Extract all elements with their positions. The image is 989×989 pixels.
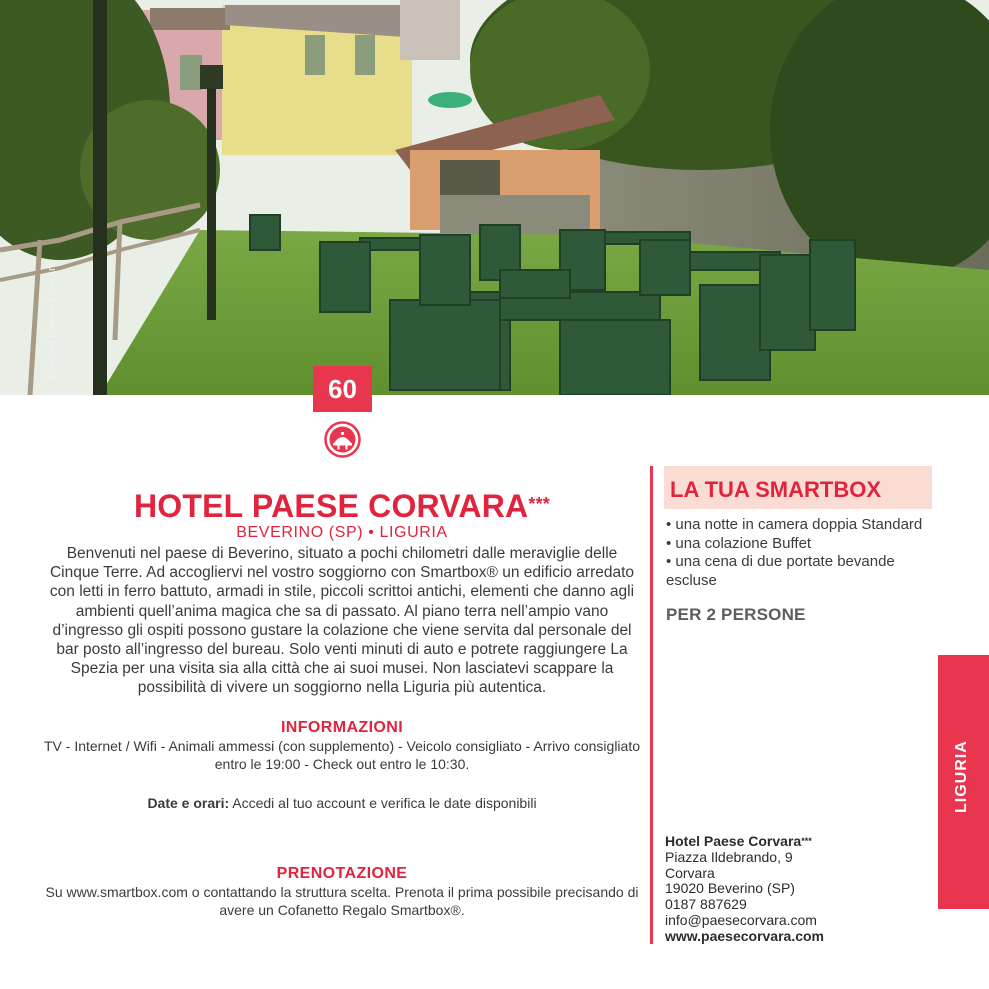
info-section (44, 719, 640, 773)
dates-label: Date e orari: (147, 794, 230, 811)
hotel-photo (0, 0, 989, 395)
info-text: TV - Internet / Wifi - Animali ammessi (con supplemento) - Veicolo consigliato - Arrivo consigliato entro le 19:00 - Check out entro le 10:30. (44, 737, 641, 772)
contact-name: Hotel Paese Corvara (665, 833, 802, 849)
hotel-description: Benvenuti nel paese di Beverino, situato a pochi chilometri dalle meraviglie delle Cinque Terre. Ad accogliervi nel vostro soggiorno con Smartbox® un edificio arredato con letti in ferro battuto, armadi in stile, piccoli scrittoi antichi, elementi che danno agli ambienti quell’anima magica che sa di passato. Al piano terra nell’ampio vano d’ingresso gli ospiti possono gustare la colazione che viene servita dal personale del bar posto all’ingresso del bureau. Solo venti minuti di auto e potrete raggiungere La Spezia per una visita sia alla città che ai suoi musei. Non lasciatevi scappare la possibilità di vivere un soggiorno nella Liguria più autentica. (49, 545, 635, 697)
restaurant-icon (324, 421, 361, 458)
dates-text: Accedi al tuo account e verifica le date disponibili (232, 794, 537, 811)
hotel-main-column (44, 488, 640, 919)
photo-credit: © Hotel Paese Corvara (46, 260, 58, 380)
contact-email[interactable]: info@paesecorvara.com (665, 911, 817, 928)
contact-address: Piazza Ildebrando, 9 (665, 848, 793, 865)
region-tab-label: LIGURIA (953, 740, 970, 813)
contact-phone: 0187 887629 (665, 896, 747, 913)
persons-label: PER 2 PERSONE (666, 605, 806, 624)
contact-city: 19020 Beverino (SP) (665, 880, 795, 897)
hotel-title (44, 488, 640, 524)
column-divider (650, 466, 653, 944)
dates-section (44, 794, 640, 812)
smartbox-title: LA TUA SMARTBOX (664, 466, 932, 509)
contact-website[interactable]: www.paesecorvara.com (665, 927, 825, 944)
page-number: 60 (313, 366, 372, 412)
hotel-name: HOTEL PAESE CORVARA (133, 488, 529, 524)
booking-section (44, 865, 640, 919)
contact-block (665, 834, 824, 945)
list-item: • una notte in camera doppia Standard (666, 516, 923, 533)
smartbox-list (666, 516, 936, 590)
list-item: • una cena di due portate bevande escluse (666, 553, 895, 589)
contact-stars: *** (801, 836, 812, 846)
info-title: INFORMAZIONI (280, 718, 404, 736)
region-tab (938, 655, 989, 909)
booking-text: Su www.smartbox.com o contattando la struttura scelta. Prenota il prima possibile precisando di avere un Cofanetto Regalo Smartbox®. (45, 883, 639, 918)
hotel-location: BEVERINO (SP) • LIGURIA (236, 524, 448, 541)
contact-locality: Corvara (665, 864, 715, 881)
contact-name-line (665, 834, 824, 850)
booking-title: PRENOTAZIONE (276, 864, 408, 882)
garden-terrace-image (0, 0, 989, 395)
list-item: • una colazione Buffet (666, 534, 812, 552)
hotel-stars: *** (528, 494, 550, 514)
